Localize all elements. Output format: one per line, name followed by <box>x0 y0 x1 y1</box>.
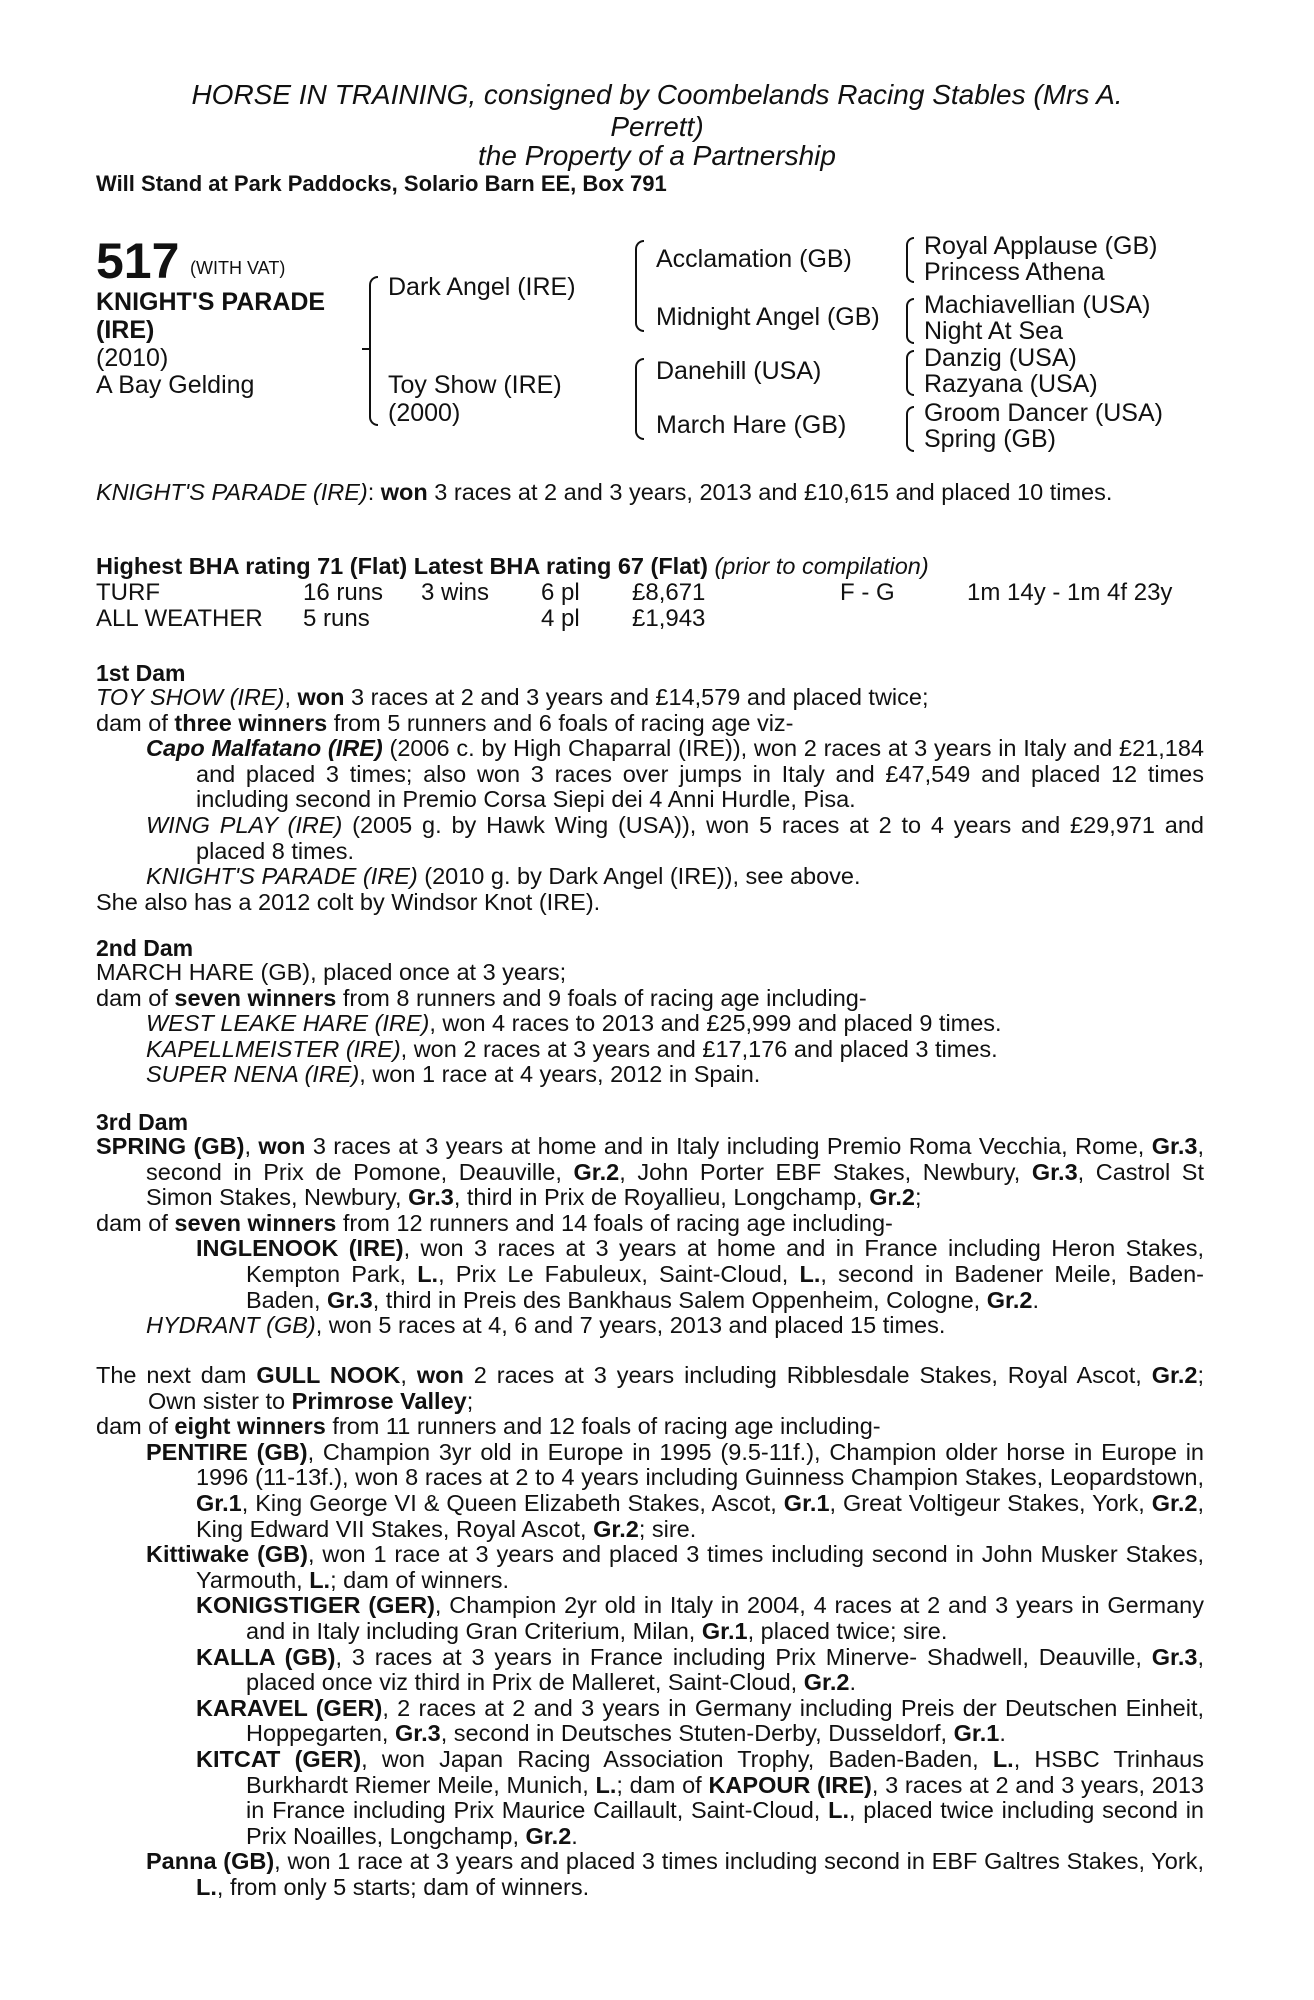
sire-dam: Midnight Angel (GB) <box>656 303 880 331</box>
dam-year: (2000) <box>388 399 461 427</box>
horse-description: A Bay Gelding <box>96 371 255 399</box>
dd-brace <box>906 406 914 452</box>
third-dam-heading: 3rd Dam <box>96 1109 189 1135</box>
sire-sire: Acclamation (GB) <box>656 245 852 273</box>
sdd: Night At Sea <box>924 317 1063 345</box>
sss: Royal Applause (GB) <box>924 232 1158 260</box>
sd-brace <box>906 298 914 344</box>
ds-brace <box>906 350 914 396</box>
sire-brace <box>635 240 644 332</box>
ddd: Spring (GB) <box>924 425 1056 453</box>
stand-location: Will Stand at Park Paddocks, Solario Barn EE, Box 791 <box>96 171 667 196</box>
sds: Machiavellian (USA) <box>924 291 1151 319</box>
dam-brace <box>635 358 644 440</box>
first-dam-section: TOY SHOW (IRE), won 3 races at 2 and 3 years and £14,579 and placed twice; dam of three winners from 5 runners and 6 foals of racing age viz- Capo Malfatano (IRE) (2006 c. by High Chaparral (IRE)), won 2 races at 3 years in Italy and £21,184 and placed 3 times; also won 3 races over jumps in Italy and £47,549 and placed 12 times including second in Premio Corsa Siepi dei 4 Anni Hurdle, Pisa. WING PLAY (IRE) (2005 g. by Hawk Wing (USA)), won 5 races at 2 to 4 years and £29,971 and placed 8 times. KNIGHT'S PARADE (IRE) (2010 g. by Dark Angel (IRE)), see above. She also has a 2012 colt by Windsor Knot (IRE). <box>96 684 1204 915</box>
third-dam-section: SPRING (GB), won 3 races at 3 years at home and in Italy including Premio Roma Vecchia, Rome, Gr.3, second in Prix de Pomone, Deauville, Gr.2, John Porter EBF Stakes, Newbury, Gr.3, Castrol St Simon Stakes, Newbury, Gr.3, third in Prix de Royallieu, Longchamp, Gr.2; dam of seven winners from 12 runners and 14 foals of racing age including- INGLENOOK (IRE), won 3 races at 3 years at home and in France including Heron Stakes, Kempton Park, L., Prix Le Fabuleux, Saint-Cloud, L., second in Badener Meile, Baden-Baden, Gr.3, third in Preis des Bankhaus Salem Oppenheim, Cologne, Gr.2. HYDRANT (GB), won 5 races at 4, 6 and 7 years, 2013 and placed 15 times. <box>96 1133 1205 1339</box>
header-line-2: Perrett) <box>610 111 704 142</box>
ssd: Princess Athena <box>924 258 1105 286</box>
horse-year: (2010) <box>96 344 169 372</box>
second-dam-heading: 2nd Dam <box>96 935 194 961</box>
catalogue-page: HORSE IN TRAINING, consigned by Coombelands Racing Stables (Mrs A. Perrett) the Property of a Partnership Will Stand at Park Paddocks, Solario Barn EE, Box 791 517 (WITH VAT) KNIGHT'S PARADE (IRE) (2010) A Bay Gelding Dark Angel (IRE) Toy Show (IRE) (2000) Acclamation (GB) Midnight Angel (GB) Danehill (USA) March Hare (GB) Royal Applause (GB) Princess Athena Machiavellian (USA) Night At Sea Danzig (USA) Razyana (USA) Groom Dancer (USA) Spring (GB) KNIGHT'S PARADE (IRE): won 3 races at 2 and 3 years, 2013 and £10,615 and placed 10 times. Highest BHA rating 71 (Flat) Latest BHA rating 67 (Flat) (prior to compilation) TURF 16 runs 3 wins 6 pl £8,671 F - G 1m 14y - 1m 4f 23y ALL WEATHER 5 runs 4 pl £1,943 1st Dam TOY SHOW (IRE), won 3 races at 2 and 3 years and £14,579 and placed twice; dam of three winners from 5 runners and 6 foals of racing age viz- Capo Malfatano (IRE) (2006 c. by High Chaparral (IRE)), won 2 races at 3 years in Italy and £21,184 and placed 3 times; also won 3 races over jumps in Italy and £47,549 and placed 12 times including second in Premio Corsa Siepi dei 4 Anni Hurdle, Pisa. WING PLAY (IRE) (2005 g. by Hawk Wing (USA)), won 5 races at 2 to 4 years and £29,971 and placed 8 times. KNIGHT'S PARADE (IRE) (2010 g. by Dark Angel (IRE)), see above. She also has a 2012 colt by Windsor Knot (IRE). 2nd Dam MARCH HARE (GB), placed once at 3 years; dam of seven winners from 8 runners and 9 foals of racing age including- WEST LEAKE HARE (IRE), won 4 races to 2013 and £25,999 and placed 9 times. KAPELLMEISTER (IRE), won 2 races at 3 years and £17,176 and placed 3 times. SUPER NENA (IRE), won 1 race at 4 years, 2012 in Spain. 3rd Dam SPRING (GB), won 3 races at 3 years at home and in Italy including Premio Roma Vecchia, Rome, Gr.3, second in Prix de Pomone, Deauville, Gr.2, John Porter EBF Stakes, Newbury, Gr.3, Castrol St Simon Stakes, Newbury, Gr.3, third in Prix de Royallieu, Longchamp, Gr.2; dam of seven winners from 12 runners and 14 foals of racing age including- INGLENOOK (IRE), won 3 races at 3 years at home and in France including Heron Stakes, Kempton Park, L., Prix Le Fabuleux, Saint-Cloud, L., second in Badener Meile, Baden-Baden, Gr.3, third in Preis des Bankhaus Salem Oppenheim, Cologne, Gr.2. HYDRANT (GB), won 5 races at 4, 6 and 7 years, 2013 and placed 15 times. The next dam GULL NOOK, won 2 races at 3 years including Ribblesdale Stakes, Royal Ascot, Gr.2; Own sister to Primrose Valley; dam of eight winners from 11 runners and 12 foals of racing age including- PENTIRE (GB), Champion 3yr old in Europe in 1995 (9.5-11f.), Champion older horse in Europe in 1996 (11-13f.), won 8 races at 2 to 4 years including Guinness Champion Stakes, Leopardstown, Gr.1, King George VI & Queen Elizabeth Stakes, Ascot, Gr.1, Great Voltigeur Stakes, York, Gr.2, King Edward VII Stakes, Royal Ascot, Gr.2; sire. Kittiwake (GB), won 1 race at 3 years and placed 3 times including second in John Musker Stakes, Yarmouth, L.; dam of winners. KONIGSTIGER (GER), Champion 2yr old in Italy in 2004, 4 races at 2 and 3 years in Germany and in Italy including Gran Criterium, Milan, Gr.1, placed twice; sire. KALLA (GB), 3 races at 3 years in France including Prix Minerve- Shadwell, Deauville, Gr.3, placed once viz third in Prix de Malleret, Saint-Cloud, Gr.2. KARAVEL (GER), 2 races at 2 and 3 years in Germany including Preis der Deutschen Einheit, Hoppegarten, Gr.3, second in Deutsches Stuten-Derby, Dusseldorf, Gr.1. KITCAT (GER), won Japan Racing Association Trophy, Baden-Baden, L., HSBC Trinhaus Burkhardt Riemer Meile, Munich, L.; dam of KAPOUR (IRE), 3 races at 2 and 3 years, 2013 in France including Prix Maurice Caillault, Saint-Cloud, L., placed twice including second in Prix Noailles, Longchamp, Gr.2. Panna (GB), won 1 race at 3 years and placed 3 times including second in EBF Galtres Stakes, York, L., from only 5 starts; dam of winners. <box>96 79 1205 1900</box>
dam-dam: March Hare (GB) <box>656 411 847 439</box>
sire-name: Dark Angel (IRE) <box>388 273 576 301</box>
header-line-3: the Property of a Partnership <box>478 140 836 171</box>
brace-point <box>362 348 371 350</box>
ratings-heading: Highest BHA rating 71 (Flat) Latest BHA rating 67 (Flat) (prior to compilation) <box>96 553 929 579</box>
dds: Groom Dancer (USA) <box>924 399 1163 427</box>
ss-brace <box>906 237 914 283</box>
pedigree-brace <box>369 276 378 426</box>
race-summary: KNIGHT'S PARADE (IRE): won 3 races at 2 and 3 years, 2013 and £10,615 and placed 10 times. <box>96 479 1113 505</box>
horse-name-line-2: (IRE) <box>96 316 155 344</box>
dam-sire: Danehill (USA) <box>656 357 822 385</box>
next-dam-section: The next dam GULL NOOK, won 2 races at 3 years including Ribblesdale Stakes, Royal Ascot, Gr.2; Own sister to Primrose Valley; dam of eight winners from 11 runners and 12 foals of racing age including- PENTIRE (GB), Champion 3yr old in Europe in 1995 (9.5-11f.), Champion older horse in Europe in 1996 (11-13f.), won 8 races at 2 to 4 years including Guinness Champion Stakes, Leopardstown, Gr.1, King George VI & Queen Elizabeth Stakes, Ascot, Gr.1, Great Voltigeur Stakes, York, Gr.2, King Edward VII Stakes, Royal Ascot, Gr.2; sire. Kittiwake (GB), won 1 race at 3 years and placed 3 times including second in John Musker Stakes, Yarmouth, L.; dam of winners. KONIGSTIGER (GER), Champion 2yr old in Italy in 2004, 4 races at 2 and 3 years in Germany and in Italy including Gran Criterium, Milan, Gr.1, placed twice; sire. KALLA (GB), 3 races at 3 years in France including Prix Minerve- Shadwell, Deauville, Gr.3, placed once viz third in Prix de Malleret, Saint-Cloud, Gr.2. KARAVEL (GER), 2 races at 2 and 3 years in Germany including Preis der Deutschen Einheit, Hoppegarten, Gr.3, second in Deutsches Stuten-Derby, Dusseldorf, Gr.1. KITCAT (GER), won Japan Racing Association Trophy, Baden-Baden, L., HSBC Trinhaus Burkhardt Riemer Meile, Munich, L.; dam of KAPOUR (IRE), 3 races at 2 and 3 years, 2013 in France including Prix Maurice Caillault, Saint-Cloud, L., placed twice including second in Prix Noailles, Longchamp, Gr.2. Panna (GB), won 1 race at 3 years and placed 3 times including second in EBF Galtres Stakes, York, L., from only 5 starts; dam of winners. <box>96 1362 1205 1900</box>
vat-note: (WITH VAT) <box>190 258 286 278</box>
dsd: Razyana (USA) <box>924 370 1098 398</box>
horse-name-line-1: KNIGHT'S PARADE <box>96 288 326 316</box>
header-line-1: HORSE IN TRAINING, consigned by Coombelands Racing Stables (Mrs A. <box>191 79 1123 110</box>
lot-number: 517 <box>96 233 180 289</box>
dam-name: Toy Show (IRE) <box>388 371 562 399</box>
first-dam-heading: 1st Dam <box>96 660 186 686</box>
dss: Danzig (USA) <box>924 344 1077 372</box>
second-dam-section: MARCH HARE (GB), placed once at 3 years; dam of seven winners from 8 runners and 9 foals of racing age including- WEST LEAKE HARE (IRE), won 4 races to 2013 and £25,999 and placed 9 times. KAPELLMEISTER (IRE), won 2 races at 3 years and £17,176 and placed 3 times. SUPER NENA (IRE), won 1 race at 4 years, 2012 in Spain. <box>96 959 1002 1088</box>
